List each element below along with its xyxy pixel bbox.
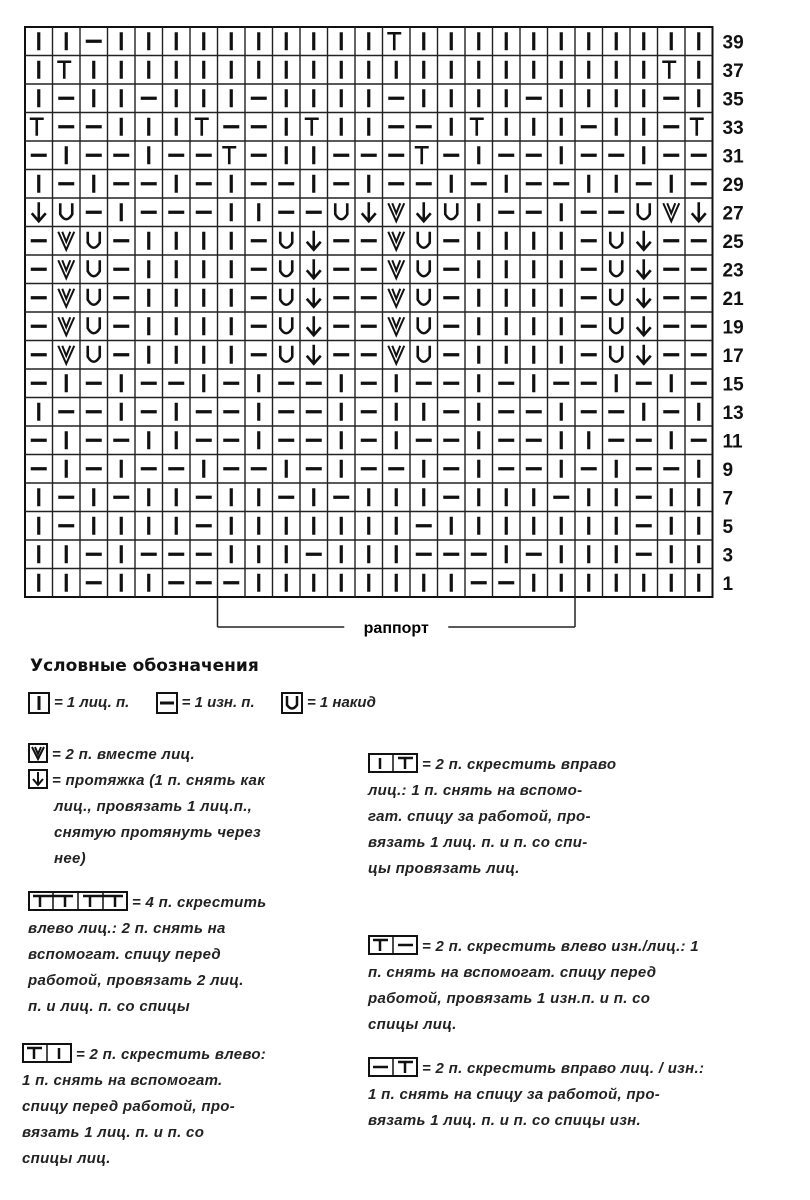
legend-slip: = протяжка (1 п. снять как лиц., провязать 1 лиц.п., снятую протянуть через нее) <box>28 768 348 872</box>
row-number: 9 <box>722 459 734 481</box>
row-number: 1 <box>722 573 734 595</box>
row-number: 29 <box>722 174 744 196</box>
legend-k2tog: = 2 п. вместе лиц. <box>28 742 348 768</box>
row-numbers <box>723 32 745 595</box>
k2tog-icon <box>28 743 48 763</box>
cross-2-left-purl-knit-icon <box>368 935 418 955</box>
slip-stitch-icon <box>28 769 48 789</box>
purl-stitch-label: = 1 изн. п. <box>181 694 255 711</box>
row-number: 3 <box>722 545 734 567</box>
legend <box>0 650 810 1200</box>
row-number: 31 <box>722 146 744 168</box>
row-number: 13 <box>722 402 744 424</box>
row-number: 19 <box>722 317 744 339</box>
row-number: 27 <box>722 203 744 225</box>
purl-stitch-icon <box>156 692 178 714</box>
legend-title: Условные обозначения <box>30 656 259 676</box>
cross-4-left-icon <box>28 891 128 911</box>
legend-cross4: = 4 п. скрестить влево лиц.: 2 п. снять на вспомогат. спицу перед работой, провязать 2 лиц. п. и лиц. п. со спицы <box>28 890 348 1020</box>
rapport-label: раппорт <box>363 620 429 637</box>
row-number: 11 <box>722 431 743 453</box>
yarn-over-icon <box>281 692 303 714</box>
row-number: 39 <box>722 32 744 54</box>
chart-grid <box>25 27 713 597</box>
cross-2-left-icon <box>22 1043 72 1063</box>
knit-stitch-label: = 1 лиц. п. <box>54 694 130 711</box>
row-number: 33 <box>722 117 744 139</box>
cross-2-right-knit-purl-icon <box>368 1057 418 1077</box>
rapport-bracket <box>218 597 576 637</box>
row-number: 37 <box>722 60 744 82</box>
knit-stitch-icon <box>28 692 50 714</box>
legend-basic-row <box>28 690 376 716</box>
legend-cross2-left-purl-knit: = 2 п. скрестить влево изн./лиц.: 1 п. снять на вспомогат. спицу перед работой, провязать 1 изн.п. и п. со спицы лиц. <box>368 934 788 1038</box>
row-number: 5 <box>722 516 734 538</box>
row-number: 15 <box>722 374 744 396</box>
legend-cross2-left: = 2 п. скрестить влево: 1 п. снять на вспомогат. спицу перед работой, про- вязать 1 лиц. п. и п. со спицы лиц. <box>22 1042 352 1172</box>
legend-cross2-right: = 2 п. скрестить вправо лиц.: 1 п. снять на вспомо- гат. спицу за работой, про- вязать 1 лиц. п. и п. со спи- цы провязать лиц. <box>368 752 788 882</box>
row-number: 35 <box>722 89 744 111</box>
cross-2-right-icon <box>368 753 418 773</box>
row-number: 17 <box>722 345 744 367</box>
row-number: 7 <box>722 488 734 510</box>
row-number: 25 <box>722 231 744 253</box>
row-number: 23 <box>722 260 744 282</box>
row-number: 21 <box>722 288 744 310</box>
legend-cross2-right-knit-purl: = 2 п. скрестить вправо лиц. / изн.: 1 п. снять на спицу за работой, про- вязать 1 лиц. п. и п. со спицы изн. <box>368 1056 788 1134</box>
yarn-over-label: = 1 накид <box>306 694 376 711</box>
